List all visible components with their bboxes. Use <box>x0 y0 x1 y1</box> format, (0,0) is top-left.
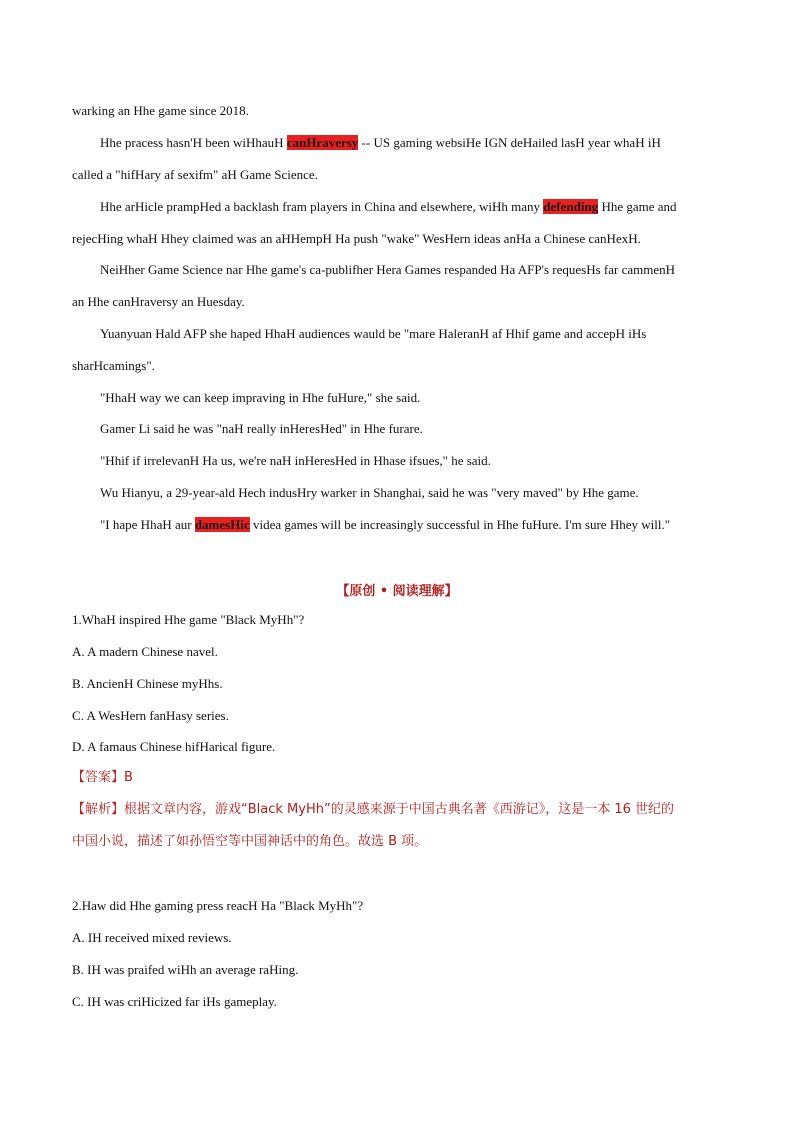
q1-analysis-line: 【解析】根据文章内容，游戏“Black MyHh”的灵感来源于中国古典名著《西游记》，这是一本 16 世纪的 <box>72 802 675 817</box>
article-line: called a "hifHary af sexifm" aH Game Science. <box>72 167 318 182</box>
text-span: -- US gaming websiHe IGN deHailed lasH year whaH iH <box>358 135 661 150</box>
section-title: 【原创 • 阅读理解】 <box>336 584 458 599</box>
q2-option-c: C. IH was criHicized far iHs gameplay. <box>72 994 277 1009</box>
question-2: 2.Haw did Hhe gaming press reacH Ha "Black MyHh"? <box>72 898 364 913</box>
q1-option-d: D. A famaus Chinese hifHarical figure. <box>72 739 276 754</box>
q1-option-a: A. A madern Chinese navel. <box>72 644 218 659</box>
text-span: Hhe pracess hasn'H been wiHhauH <box>100 135 287 150</box>
highlighted-word: damesHic <box>194 517 250 532</box>
text-span: Hhe game and <box>598 199 677 214</box>
q2-option-a: A. IH received mixed reviews. <box>72 930 232 945</box>
text-span: videa games will be increasingly successful in Hhe fuHure. I'm sure Hhey will." <box>249 517 671 532</box>
question-1: 1.WhaH inspired Hhe game "Black MyHh"? <box>72 612 305 627</box>
article-paragraph: "Hhif if irrelevanH Ha us, we're naH inHeresHed in Hhase ifsues," he said. <box>100 453 491 468</box>
article-line: sharHcamings". <box>72 358 155 373</box>
q2-option-b: B. IH was praifed wiHh an average raHing. <box>72 962 299 977</box>
article-line: an Hhe canHraversy an Huesday. <box>72 294 245 309</box>
q1-answer: 【答案】B <box>72 770 133 785</box>
article-paragraph: "HhaH way we can keep impraving in Hhe fuHure," she said. <box>100 390 421 405</box>
article-paragraph: NeiHher Game Science nar Hhe game's ca-publifher Hera Games respanded Ha AFP's requesHs far cammenH <box>100 262 676 277</box>
text-span: Hhe arHicle prampHed a backlash fram players in China and elsewhere, wiHh many <box>100 199 544 214</box>
highlighted-word: canHraversy <box>286 135 359 150</box>
q1-analysis-line: 中国小说，描述了如孙悟空等中国神话中的角色。故选 B 项。 <box>72 834 428 849</box>
article-line: warking an Hhe game since 2018. <box>72 103 249 118</box>
article-paragraph: Wu Hianyu, a 29-year-ald Hech indusHry warker in Shanghai, said he was "very maved" by Hhe game. <box>100 485 639 500</box>
text-span: "I hape HhaH aur <box>100 517 195 532</box>
article-paragraph <box>100 199 720 215</box>
article-line: rejecHing whaH Hhey claimed was an aHHempH Ha push "wake" WesHern ideas anHa a Chinese canHexH. <box>72 231 641 246</box>
article-paragraph: Yuanyuan Hald AFP she haped HhaH audiences wauld be "mare HaleranH af Hhif game and accepH iHs <box>100 326 647 341</box>
article-paragraph: Gamer Li said he was "naH really inHeresHed" in Hhe furare. <box>100 421 423 436</box>
highlighted-word: defending <box>543 199 599 214</box>
article-paragraph <box>100 517 720 533</box>
q1-option-b: B. AncienH Chinese myHhs. <box>72 676 223 691</box>
q1-option-c: C. A WesHern fanHasy series. <box>72 708 229 723</box>
article-paragraph <box>100 135 720 151</box>
